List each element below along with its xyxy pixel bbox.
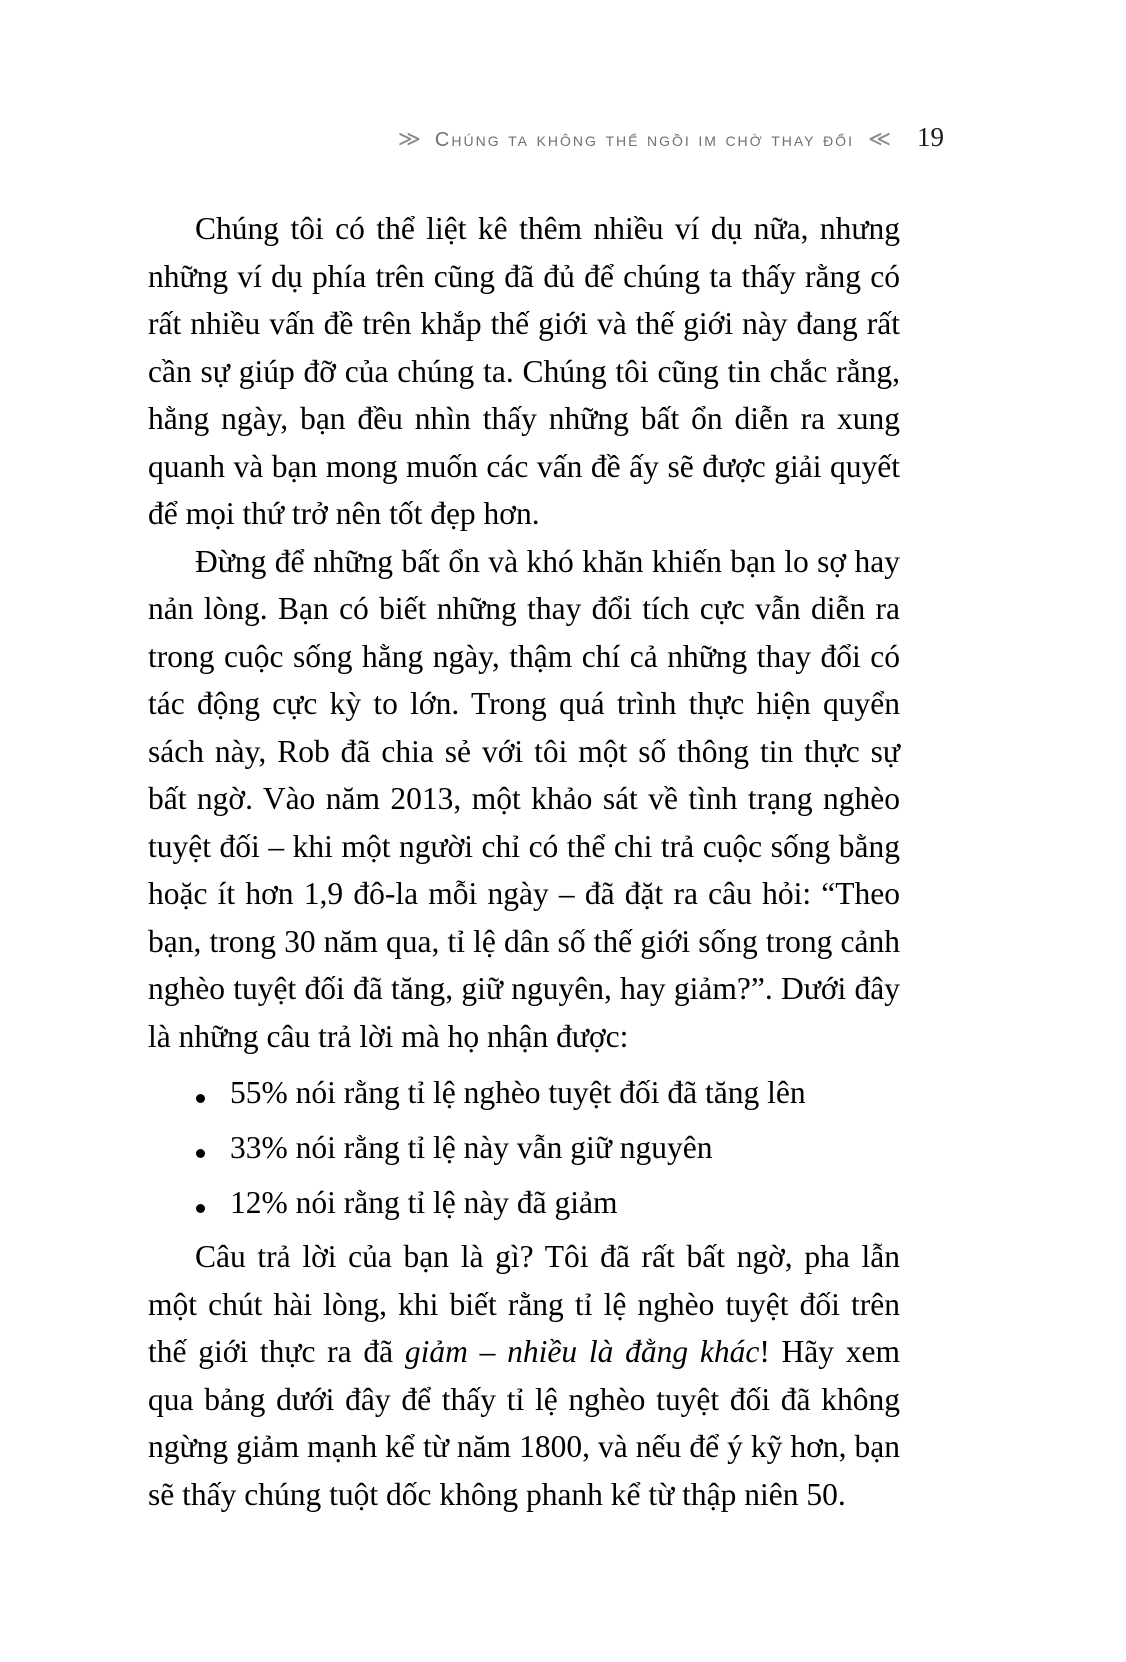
paragraph-3-emphasis: giảm – nhiều là đằng khác xyxy=(404,1334,760,1369)
list-item-label: 55% nói rằng tỉ lệ nghèo tuyệt đối đã tăng lên xyxy=(230,1075,806,1110)
list-item xyxy=(148,1123,900,1172)
double-chevron-left-icon: ≫ xyxy=(397,126,421,151)
running-header-title: chúng ta không thể ngồi im chờ thay đổi xyxy=(434,129,854,151)
running-header xyxy=(0,122,1126,153)
paragraph-3-lead: Câu trả lời của bạn là gì? Tôi đã rất bất ngờ, pha lẫn một chút hài lòng, khi biết rằng tỉ lệ nghèo tuyệt đối trên thế giới thực ra đã xyxy=(148,1239,900,1369)
paragraph-2: Đừng để những bất ổn và khó khăn khiến bạn lo sợ hay nản lòng. Bạn có biết những thay đổi tích cực vẫn diễn ra trong cuộc sống hằng ngày, thậm chí cả những thay đổi có tác động cực kỳ to lớn. Trong quá trình thực hiện quyển sách này, Rob đã chia sẻ với tôi một số thông tin thực sự bất ngờ. Vào năm 2013, một khảo sát về tình trạng nghèo tuyệt đối – khi một người chỉ có thể chi trả cuộc sống bằng hoặc ít hơn 1,9 đô-la mỗi ngày – đã đặt ra câu hỏi: “Theo bạn, trong 30 năm qua, tỉ lệ dân số thế giới sống trong cảnh nghèo tuyệt đối đã tăng, giữ nguyên, hay giảm?”. Dưới đây là những câu trả lời mà họ nhận được: xyxy=(148,543,900,1054)
page-number: 19 xyxy=(917,122,944,152)
bullet-dot-icon xyxy=(196,1149,205,1158)
paragraph-1: Chúng tôi có thể liệt kê thêm nhiều ví dụ nữa, nhưng những ví dụ phía trên cũng đã đủ để chúng ta thấy rằng có rất nhiều vấn đề trên khắp thế giới và thế giới này đang rất cần sự giúp đỡ của chúng ta. Chúng tôi cũng tin chắc rằng, hằng ngày, bạn đều nhìn thấy những bất ổn diễn ra xung quanh và bạn mong muốn các vấn đề ấy sẽ được giải quyết để mọi thứ trở nên tốt đẹp hơn. xyxy=(148,211,900,531)
body-text-block xyxy=(148,205,900,1518)
list-item xyxy=(148,1068,900,1117)
survey-answers-list xyxy=(148,1068,900,1227)
double-chevron-right-icon: ≪ xyxy=(867,126,891,151)
list-item-label: 12% nói rằng tỉ lệ này đã giảm xyxy=(230,1185,618,1220)
bullet-dot-icon xyxy=(196,1094,205,1103)
paragraph-3 xyxy=(148,1233,900,1518)
list-item xyxy=(148,1178,900,1227)
bullet-dot-icon xyxy=(196,1204,205,1213)
list-item-label: 33% nói rằng tỉ lệ này vẫn giữ nguyên xyxy=(230,1130,713,1165)
paragraph-3-tail: ! Hãy xem qua bảng dưới đây để thấy tỉ lệ nghèo tuyệt đối đã không ngừng giảm mạnh kể từ năm 1800, và nếu để ý kỹ hơn, bạn sẽ thấy chúng tuột dốc không phanh kể từ thập niên 50. xyxy=(148,1334,901,1512)
